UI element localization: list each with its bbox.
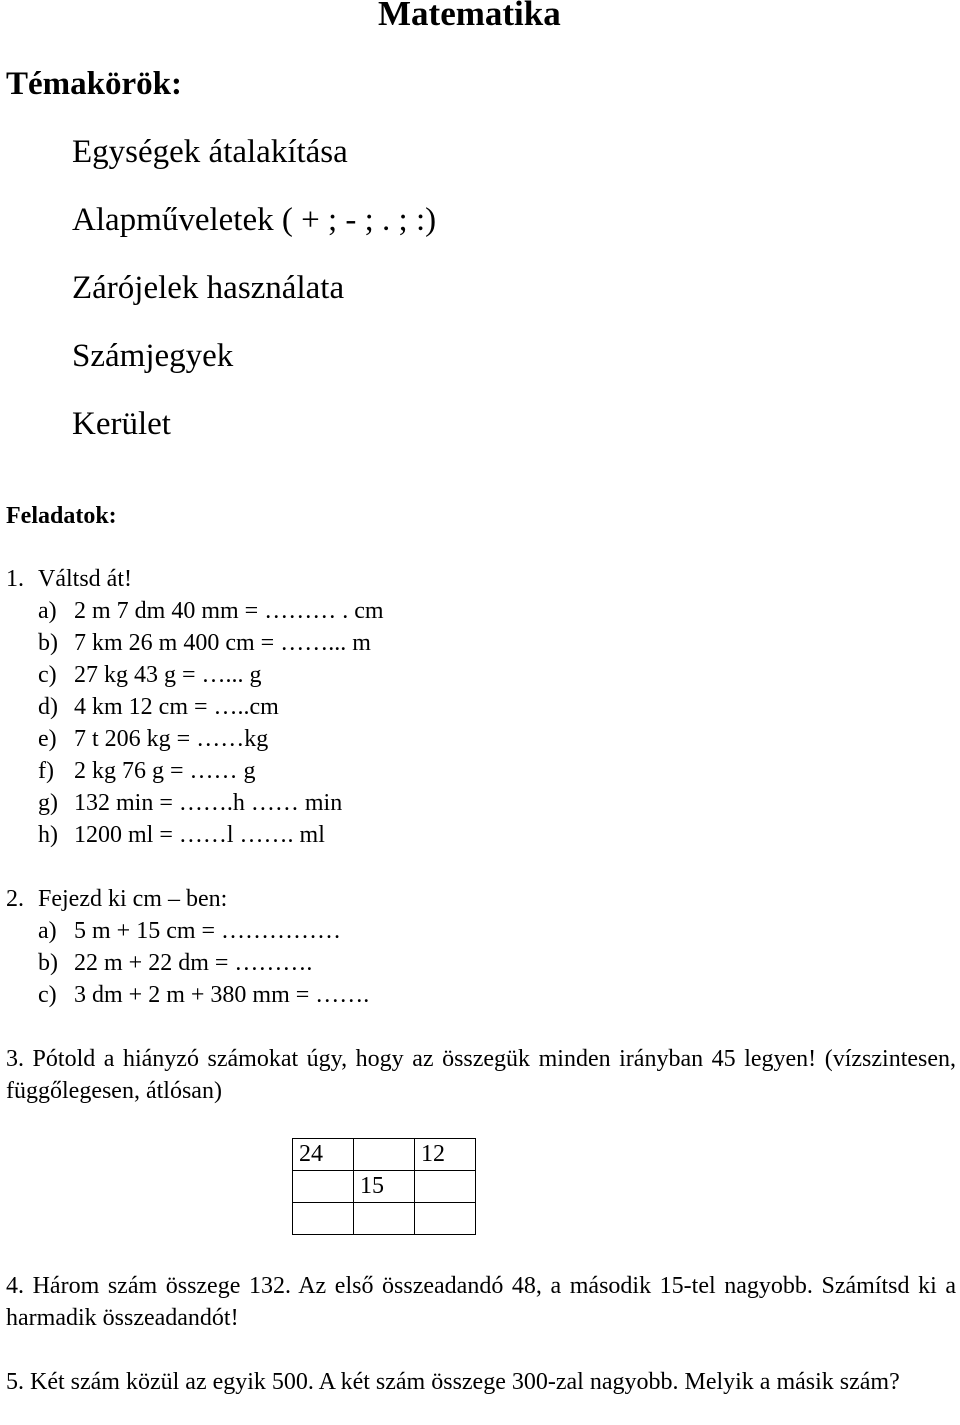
task1-item-label: e) [38, 726, 57, 752]
page-title: Matematika [378, 0, 561, 33]
task1-title: Váltsd át! [38, 566, 132, 592]
topic-item: Kerület [72, 406, 171, 442]
task1-item-text: 1200 ml = ……l ……. ml [74, 822, 325, 848]
task1-item-text: 2 kg 76 g = …… g [74, 758, 256, 784]
grid-cell: 15 [354, 1171, 415, 1203]
task2-item-text: 5 m + 15 cm = …………… [74, 918, 342, 944]
grid-cell: 24 [293, 1139, 354, 1171]
task1-item-label: a) [38, 598, 57, 624]
topic-item: Zárójelek használata [72, 270, 345, 306]
task2-item-text: 3 dm + 2 m + 380 mm = ……. [74, 982, 370, 1008]
task1-item-text: 7 km 26 m 400 cm = ……... m [74, 630, 371, 656]
magic-square-grid [292, 1138, 476, 1235]
task1-item-label: d) [38, 694, 58, 720]
task1-item-label: g) [38, 790, 58, 816]
task2-item-label: c) [38, 982, 57, 1008]
grid-cell [293, 1171, 354, 1203]
task2-title: Fejezd ki cm – ben: [38, 886, 228, 912]
task2-item-label: b) [38, 950, 58, 976]
task1-item-text: 7 t 206 kg = ……kg [74, 726, 269, 752]
task2-item-text: 22 m + 22 dm = ………. [74, 950, 313, 976]
task1-item-label: f) [38, 758, 54, 784]
topic-item: Alapműveletek ( + ; - ; . ; :) [72, 202, 437, 238]
task5-text: 5. Két szám közül az egyik 500. A két szám összege 300-zal nagyobb. Melyik a másik szám? [6, 1369, 900, 1395]
task1-number: 1. [6, 566, 24, 592]
task4-text: 4. Három szám összege 132. Az első összeadandó 48, a második 15-tel nagyobb. Számítsd ki a harmadik összeadandót! [6, 1273, 956, 1331]
task1-item-text: 4 km 12 cm = …..cm [74, 694, 279, 720]
task1-item-text: 2 m 7 dm 40 mm = ……… . cm [74, 598, 384, 624]
grid-cell [415, 1171, 476, 1203]
topic-item: Egységek átalakítása [72, 134, 348, 170]
grid-cell [415, 1203, 476, 1235]
grid-cell [293, 1203, 354, 1235]
grid-cell: 12 [415, 1139, 476, 1171]
task1-item-text: 27 kg 43 g = …... g [74, 662, 262, 688]
task1-item-label: h) [38, 822, 58, 848]
task2-item-label: a) [38, 918, 57, 944]
task1-item-label: b) [38, 630, 58, 656]
task2-number: 2. [6, 886, 24, 912]
topic-item: Számjegyek [72, 338, 234, 374]
task3-text: 3. Pótold a hiányzó számokat úgy, hogy az összegük minden irányban 45 legyen! (vízszintesen, függőlegesen, átlósan) [6, 1046, 956, 1104]
task1-item-text: 132 min = …….h …… min [74, 790, 343, 816]
topics-heading: Témakörök: [6, 66, 182, 102]
grid-cell [354, 1139, 415, 1171]
task1-item-label: c) [38, 662, 57, 688]
tasks-heading: Feladatok: [6, 503, 117, 529]
grid-cell [354, 1203, 415, 1235]
